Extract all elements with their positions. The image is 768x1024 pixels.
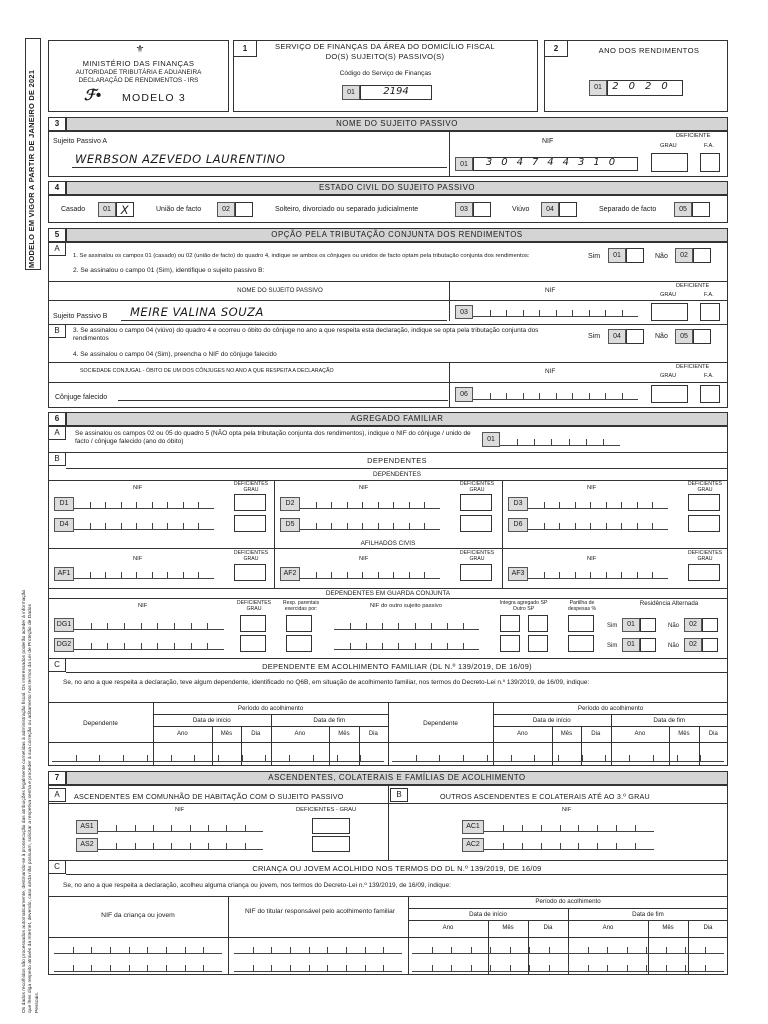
as-code: AS2 bbox=[76, 838, 98, 852]
dep-code: D3 bbox=[508, 497, 528, 511]
acolh-dependente-header: Dependente bbox=[423, 720, 458, 727]
dep-def-header: DEFICIENTES GRAU bbox=[687, 481, 723, 493]
conj-code: 06 bbox=[455, 387, 473, 402]
q4-number: 4 bbox=[48, 181, 66, 195]
side-legal-text: Os dados recolhidos são processados automaticamente, destinando-se à prossecução das atribuições legalmente cometidas à administração fiscal. Os interessados poderão aceder à informação que lhes diga respeito através da Internet, devendo, caso ainda não possuam, solicitar a respetiva senha e proceder à sua correção ou aditamento nos termos da Lei de Proteção de Dados Pessoais. bbox=[22, 589, 40, 1013]
q5-a-sim-checkbox[interactable] bbox=[626, 248, 644, 263]
as-code: AS1 bbox=[76, 820, 98, 834]
dep-nif-header: NIF bbox=[133, 485, 143, 491]
ac-code: AC1 bbox=[462, 820, 484, 834]
dg-resp-field[interactable] bbox=[286, 615, 312, 632]
 bbox=[228, 896, 229, 975]
q5-nif2-header: NIF bbox=[545, 368, 556, 375]
q7c-nif-titular-header: NIF do titular responsável pelo acolhimento familiar bbox=[245, 908, 395, 915]
q7c-dates-field[interactable] bbox=[412, 960, 724, 972]
af-code: AF3 bbox=[508, 567, 528, 581]
q7c-dates-field[interactable] bbox=[412, 942, 724, 954]
q6-b-letter: B bbox=[48, 452, 66, 466]
q5-grau-header: GRAU bbox=[660, 292, 677, 298]
viuvo-code: 04 bbox=[541, 202, 559, 217]
dg-nif-outro-header: NIF do outro sujeito passivo bbox=[370, 603, 442, 609]
acolh-ano-header: Ano bbox=[177, 731, 188, 737]
dg-integra-sp[interactable] bbox=[500, 635, 520, 652]
dg-nif-outro-field[interactable] bbox=[334, 638, 479, 650]
af-nif-header: NIF bbox=[587, 556, 597, 562]
q5-def2-header: DEFICIENTE bbox=[676, 364, 710, 370]
q5-b-letter: B bbox=[48, 324, 66, 338]
republic-emblem-icon: ⚜ bbox=[135, 44, 145, 55]
q5-a-text1: 1. Se assinalou os campos 01 (casado) ou 02 (união de facto) do quadro 4, indique se ambos os cônjuges ou unidos de facto optam pela tributação conjunta dos rendimentos: bbox=[73, 253, 530, 259]
q7-number: 7 bbox=[48, 771, 66, 785]
service-code-prefix: 01 bbox=[342, 85, 360, 100]
q7-a-nif-header: NIF bbox=[175, 807, 185, 813]
acolh-dia-header: Dia bbox=[368, 731, 378, 737]
af-code: AF2 bbox=[280, 567, 300, 581]
dg-integra-header: Integra agregado SP Outro SP bbox=[499, 600, 548, 612]
dep-grau-field[interactable] bbox=[460, 515, 492, 532]
q7c-fim-header: Data de fim bbox=[632, 911, 664, 918]
q7-c-text: Se, no ano a que respeita a declaração, acolheu alguma criança ou jovem, nos termos do Decreto-Lei n.º 139/2019, de 16/09, indique: bbox=[63, 882, 451, 889]
casado-code: 01 bbox=[98, 202, 116, 217]
q5-a-nao: Não bbox=[655, 253, 668, 260]
viuvo-checkbox[interactable] bbox=[559, 202, 577, 217]
acolh-fim-header: Data de fim bbox=[653, 717, 686, 724]
dg-residencia-header: Residência Alternada bbox=[639, 600, 699, 607]
dg-nao-checkbox[interactable] bbox=[702, 618, 718, 632]
q5-b-nao-code: 05 bbox=[675, 329, 693, 344]
 bbox=[274, 480, 275, 588]
q7-c-letter: C bbox=[48, 860, 66, 874]
af-def-header: DEFICIENTES GRAU bbox=[233, 550, 269, 562]
q3-nif-prefix: 01 bbox=[455, 157, 473, 171]
dep-code: D5 bbox=[280, 518, 300, 532]
dep-grau-field[interactable] bbox=[234, 494, 266, 511]
dg-integra-outro[interactable] bbox=[528, 635, 548, 652]
q3-number: 3 bbox=[48, 117, 66, 131]
q6-afilhados-title: AFILHADOS CIVIS bbox=[360, 540, 416, 547]
solteiro-code: 03 bbox=[455, 202, 473, 217]
sp-b-nif-field[interactable] bbox=[473, 305, 638, 317]
af-nif-header: NIF bbox=[133, 556, 143, 562]
af-def-header: DEFICIENTES GRAU bbox=[459, 550, 495, 562]
af-nif-field[interactable] bbox=[300, 567, 440, 579]
conj-fa-field[interactable] bbox=[700, 385, 720, 403]
service-code-label: Código do Serviço de Finanças bbox=[339, 70, 432, 77]
 bbox=[388, 702, 389, 766]
dg-nif-field[interactable] bbox=[74, 618, 224, 630]
dep-grau-field[interactable] bbox=[688, 515, 720, 532]
acolh-dia-header: Dia bbox=[708, 731, 718, 737]
box2-title: ANO DOS RENDIMENTOS bbox=[598, 46, 700, 55]
acolh-ano-header: Ano bbox=[634, 731, 646, 737]
dg-sim-code: 01 bbox=[622, 638, 640, 652]
q7-a-title: ASCENDENTES EM COMUNHÃO DE HABITAÇÃO COM O SUJEITO PASSIVO bbox=[74, 792, 344, 801]
q6-dependentes-title: DEPENDENTES bbox=[367, 456, 427, 465]
q6-c-text: Se, no ano a que respeita a declaração, teve algum dependente, identificado no Q6B, em situação de acolhimento familiar, nos termos do Decreto-Lei n.º 139/2019, de 16/09, indique: bbox=[63, 679, 590, 686]
side-validity-frame bbox=[25, 38, 41, 270]
q7c-mes-header: Mês bbox=[502, 925, 514, 931]
af-nif-header: NIF bbox=[359, 556, 369, 562]
q5-b-nao: Não bbox=[655, 333, 668, 340]
q5-nif-header: NIF bbox=[545, 287, 556, 294]
dg-partilha-field[interactable] bbox=[568, 615, 594, 632]
q5-a-letter: A bbox=[48, 242, 66, 256]
q7-a-letter: A bbox=[48, 788, 66, 802]
af-nif-field[interactable] bbox=[74, 567, 214, 579]
q7c-row-field[interactable] bbox=[54, 942, 222, 954]
q5-a-sim: Sim bbox=[588, 253, 601, 260]
 bbox=[48, 937, 728, 938]
q6-guarda-title: DEPENDENTES EM GUARDA CONJUNTA bbox=[325, 590, 451, 597]
 bbox=[388, 742, 728, 743]
uniao-checkbox[interactable] bbox=[235, 202, 253, 217]
dep-nif-field[interactable] bbox=[74, 497, 214, 509]
q6-c-title: DEPENDENTE EM ACOLHIMENTO FAMILIAR (DL N.º 139/2019, DE 16/09) bbox=[262, 662, 532, 671]
q7c-nif-crianca-header: NIF da criança ou jovem bbox=[101, 912, 175, 919]
viuvo-label: Viúvo bbox=[512, 206, 530, 213]
acolh-mes-header: Mês bbox=[220, 731, 233, 737]
sp-a-label: Sujeito Passivo A bbox=[53, 138, 108, 145]
q7-a-def-header: DEFICIENTES - GRAU bbox=[296, 807, 357, 813]
dg-sim-checkbox[interactable] bbox=[640, 618, 656, 632]
q3-nif-value: 304744310 bbox=[485, 157, 625, 168]
acolh-dia-header: Dia bbox=[251, 731, 261, 737]
q6-header: AGREGADO FAMILIAR bbox=[66, 412, 728, 426]
year-value: 2020 bbox=[612, 81, 678, 92]
dep-nif-field[interactable] bbox=[74, 518, 214, 530]
acolh-mes-header: Mês bbox=[560, 731, 573, 737]
solteiro-label: Solteiro, divorciado ou separado judicialmente bbox=[275, 206, 419, 213]
q6-a-letter: A bbox=[48, 426, 66, 440]
af-grau-field[interactable] bbox=[460, 564, 492, 581]
as-def-field[interactable] bbox=[312, 818, 350, 834]
 bbox=[153, 726, 388, 727]
dep-nif-field[interactable] bbox=[300, 497, 440, 509]
dg-nif-field[interactable] bbox=[74, 638, 224, 650]
casado-label: Casado bbox=[61, 206, 86, 213]
conj-grau-field[interactable] bbox=[651, 385, 688, 403]
dep-code: D1 bbox=[54, 497, 74, 511]
q7c-mes-header: Mês bbox=[662, 925, 674, 931]
q5-b-sim: Sim bbox=[588, 333, 601, 340]
q7c-dia-header: Dia bbox=[703, 925, 713, 931]
 bbox=[493, 726, 728, 727]
q5-def-header: DEFICIENTE bbox=[676, 283, 710, 289]
as-def-field[interactable] bbox=[312, 836, 350, 852]
at-logo-icon: ℱ• bbox=[84, 87, 102, 104]
q5-b-nao-checkbox[interactable] bbox=[693, 329, 711, 344]
acolh-ano-header: Ano bbox=[517, 731, 528, 737]
q5-grau2-header: GRAU bbox=[660, 373, 677, 379]
side-validity-text: MODELO EM VIGOR A PARTIR DE JANEIRO DE 2021 bbox=[27, 69, 36, 268]
af-nif-field[interactable] bbox=[528, 567, 668, 579]
dep-nif-field[interactable] bbox=[528, 518, 668, 530]
q7c-row-field[interactable] bbox=[54, 960, 222, 972]
separado-checkbox[interactable] bbox=[692, 202, 710, 217]
dg-nif-outro-field[interactable] bbox=[334, 618, 479, 630]
q7c-titular-field[interactable] bbox=[234, 942, 402, 954]
dep-grau-field[interactable] bbox=[460, 494, 492, 511]
q3-fa-label: F.A. bbox=[704, 143, 714, 149]
box1-title: SERVIÇO DE FINANÇAS DA ÁREA DO DOMICÍLIO FISCAL DO(S) SUJEITO(S) PASSIVO(S) bbox=[275, 42, 495, 61]
acolh-inicio-header: Data de início bbox=[532, 717, 571, 724]
dep-nif-field[interactable] bbox=[528, 497, 668, 509]
dg-def-field[interactable] bbox=[240, 635, 266, 652]
q5-soc-header: SOCIEDADE CONJUGAL - ÓBITO DE UM DOS CÔNJUGES NO ANO A QUE RESPEITA A DECLARAÇÃO bbox=[80, 368, 334, 374]
q6-a-nif-field[interactable] bbox=[500, 434, 620, 446]
solteiro-checkbox[interactable] bbox=[473, 202, 491, 217]
q4-header: ESTADO CIVIL DO SUJEITO PASSIVO bbox=[66, 181, 728, 195]
ac-code: AC2 bbox=[462, 838, 484, 852]
acolh-dia-header: Dia bbox=[591, 731, 601, 737]
dep-code: D6 bbox=[508, 518, 528, 532]
af-def-header: DEFICIENTES GRAU bbox=[687, 550, 723, 562]
dep-code: D2 bbox=[280, 497, 300, 511]
acolh-periodo-header: Período do acolhimento bbox=[577, 705, 644, 712]
model-name: MODELO 3 bbox=[122, 92, 186, 104]
dg-sim-checkbox[interactable] bbox=[640, 638, 656, 652]
dep-code: D4 bbox=[54, 518, 74, 532]
separado-code: 05 bbox=[674, 202, 692, 217]
box1-number: 1 bbox=[233, 40, 257, 57]
conj-label: Cônjuge falecido bbox=[55, 394, 108, 401]
uniao-code: 02 bbox=[217, 202, 235, 217]
q5-b-sim-checkbox[interactable] bbox=[626, 329, 644, 344]
ac-nif-field[interactable] bbox=[484, 820, 654, 832]
acolh-mes-header: Mês bbox=[678, 731, 690, 737]
acolh-inicio-header: Data de início bbox=[192, 717, 231, 724]
acolh-fim-header: Data de fim bbox=[313, 717, 346, 724]
q5-a-sim-code: 01 bbox=[608, 248, 626, 263]
q5-header: OPÇÃO PELA TRIBUTAÇÃO CONJUNTA DOS RENDIMENTOS bbox=[66, 228, 728, 242]
as-nif-field[interactable] bbox=[98, 820, 263, 832]
 bbox=[502, 480, 503, 588]
dg-resp-field[interactable] bbox=[286, 635, 312, 652]
dg-nao-checkbox[interactable] bbox=[702, 638, 718, 652]
separado-label: Separado de facto bbox=[599, 206, 657, 213]
q7c-ano-header: Ano bbox=[602, 925, 614, 931]
sp-b-name[interactable]: MEIRE VALINA SOUZA bbox=[130, 305, 264, 319]
q3-header: NOME DO SUJEITO PASSIVO bbox=[66, 117, 728, 131]
q5-fa2-header: F.A. bbox=[704, 373, 714, 379]
casado-checkbox[interactable]: X bbox=[116, 202, 134, 217]
 bbox=[48, 742, 388, 743]
acolh-row-field[interactable] bbox=[392, 750, 724, 762]
service-code-value: 2194 bbox=[383, 86, 409, 97]
q5-b-sim-code: 04 bbox=[608, 329, 626, 344]
af-grau-field[interactable] bbox=[234, 564, 266, 581]
acolh-dependente-header: Dependente bbox=[83, 720, 118, 727]
dg-def-field[interactable] bbox=[240, 615, 266, 632]
q5-a-nao-code: 02 bbox=[675, 248, 693, 263]
acolh-ano-header: Ano bbox=[294, 731, 306, 737]
af-grau-field[interactable] bbox=[688, 564, 720, 581]
dep-def-header: DEFICIENTES GRAU bbox=[233, 481, 269, 493]
q7c-inicio-header: Data de início bbox=[469, 911, 507, 918]
q6-a-text: Se assinalou os campos 02 ou 05 do quadro 5 (NÃO opta pela tributação conjunta dos rendimentos), indique o NIF do cônjuge / unido de facto / cônjuge falecido (ano do óbito) bbox=[75, 430, 471, 445]
q5-a-nao-checkbox[interactable] bbox=[693, 248, 711, 263]
dep-grau-field[interactable] bbox=[688, 494, 720, 511]
q5-b-text3: 3. Se assinalou o campo 04 (viúvo) do quadro 4 e ocorreu o óbito do cônjuge no ano a que respeita esta declaração, indique se opta pela tributação conjunta dos rendimentos bbox=[73, 327, 539, 342]
dg-nao-code: 02 bbox=[684, 638, 702, 652]
dg-integra-outro[interactable] bbox=[528, 615, 548, 632]
dg-nao-label: Não bbox=[668, 623, 680, 629]
dg-def-header: DEFICIENTES GRAU bbox=[236, 600, 272, 612]
q7-b-letter: B bbox=[390, 788, 408, 802]
dg-sim-label: Sim bbox=[607, 643, 618, 649]
sp-b-code: 03 bbox=[455, 305, 473, 319]
 bbox=[408, 920, 728, 921]
acolh-row-field[interactable] bbox=[52, 750, 384, 762]
ac-nif-field[interactable] bbox=[484, 838, 654, 850]
dep-grau-field[interactable] bbox=[234, 515, 266, 532]
q5-b-text4: 4. Se assinalou o campo 04 (Sim), preencha o NIF do cônjuge falecido bbox=[73, 351, 277, 358]
q7-header: ASCENDENTES, COLATERAIS E FAMÍLIAS DE ACOLHIMENTO bbox=[66, 771, 728, 785]
dg-nao-code: 02 bbox=[684, 618, 702, 632]
dg-sim-code: 01 bbox=[622, 618, 640, 632]
q3-grau-field[interactable] bbox=[651, 153, 688, 172]
q3-grau-label: GRAU bbox=[660, 143, 677, 149]
q6-dependentes-subtitle: DEPENDENTES bbox=[373, 471, 421, 478]
dep-nif-field[interactable] bbox=[300, 518, 440, 530]
dg-integra-sp[interactable] bbox=[500, 615, 520, 632]
q6-number: 6 bbox=[48, 412, 66, 426]
box2-number: 2 bbox=[544, 40, 568, 57]
dep-nif-header: NIF bbox=[359, 485, 369, 491]
q7c-titular-field[interactable] bbox=[234, 960, 402, 972]
dg-nif-header: NIF bbox=[138, 603, 148, 609]
ministry-name: MINISTÉRIO DAS FINANÇAS bbox=[82, 59, 195, 68]
dg-sim-label: Sim bbox=[607, 623, 618, 629]
sp-b-label: Sujeito Passivo B bbox=[53, 313, 108, 320]
dep-nif-header: NIF bbox=[587, 485, 597, 491]
q7-b-title: OUTROS ASCENDENTES E COLATERAIS ATÉ AO 3.º GRAU bbox=[440, 792, 650, 801]
q3-def-label: DEFICIENTE bbox=[676, 133, 711, 139]
declaration-name: DECLARAÇÃO DE RENDIMENTOS - IRS bbox=[78, 77, 199, 84]
acolh-mes-header: Mês bbox=[338, 731, 350, 737]
q7c-ano-header: Ano bbox=[442, 925, 454, 931]
q5-name-header: NOME DO SUJEITO PASSIVO bbox=[237, 287, 323, 294]
q7c-dia-header: Dia bbox=[543, 925, 553, 931]
dep-def-header: DEFICIENTES GRAU bbox=[459, 481, 495, 493]
dg-partilha-field[interactable] bbox=[568, 635, 594, 652]
dg-partilha-header: Partilha de despesas % bbox=[567, 600, 597, 612]
conj-nif-field[interactable] bbox=[473, 388, 638, 400]
sp-b-fa-field[interactable] bbox=[700, 303, 720, 321]
authority-name: AUTORIDADE TRIBUTÁRIA E ADUANEIRA bbox=[75, 69, 202, 76]
dg-resp-header: Resp. parentais exercidas por: bbox=[282, 600, 320, 612]
q3-fa-field[interactable] bbox=[700, 153, 720, 172]
q7-b-nif-header: NIF bbox=[562, 807, 572, 813]
q3-nif-label: NIF bbox=[542, 138, 554, 145]
uniao-label: União de facto bbox=[156, 206, 202, 213]
q7-c-title: CRIANÇA OU JOVEM ACOLHIDO NOS TERMOS DO DL N.º 139/2019, DE 16/09 bbox=[252, 864, 542, 873]
dg-nao-label: Não bbox=[668, 643, 680, 649]
as-nif-field[interactable] bbox=[98, 838, 263, 850]
q6-c-letter: C bbox=[48, 658, 66, 672]
q5-number: 5 bbox=[48, 228, 66, 242]
sp-a-name[interactable]: WERBSON AZEVEDO LAURENTINO bbox=[75, 152, 286, 166]
q7c-periodo-header: Período do acolhimento bbox=[535, 898, 601, 905]
q5-fa-header: F.A. bbox=[704, 292, 714, 298]
af-code: AF1 bbox=[54, 567, 74, 581]
year-prefix: 01 bbox=[589, 80, 607, 96]
q5-a-text2: 2. Se assinalou o campo 01 (Sim), identifique o sujeito passivo B: bbox=[73, 267, 265, 274]
dg-code: DG1 bbox=[54, 618, 74, 632]
sp-b-grau-field[interactable] bbox=[651, 303, 688, 321]
acolh-periodo-header: Período do acolhimento bbox=[237, 705, 304, 712]
q6-a-code: 01 bbox=[482, 432, 500, 447]
dg-code: DG2 bbox=[54, 638, 74, 652]
